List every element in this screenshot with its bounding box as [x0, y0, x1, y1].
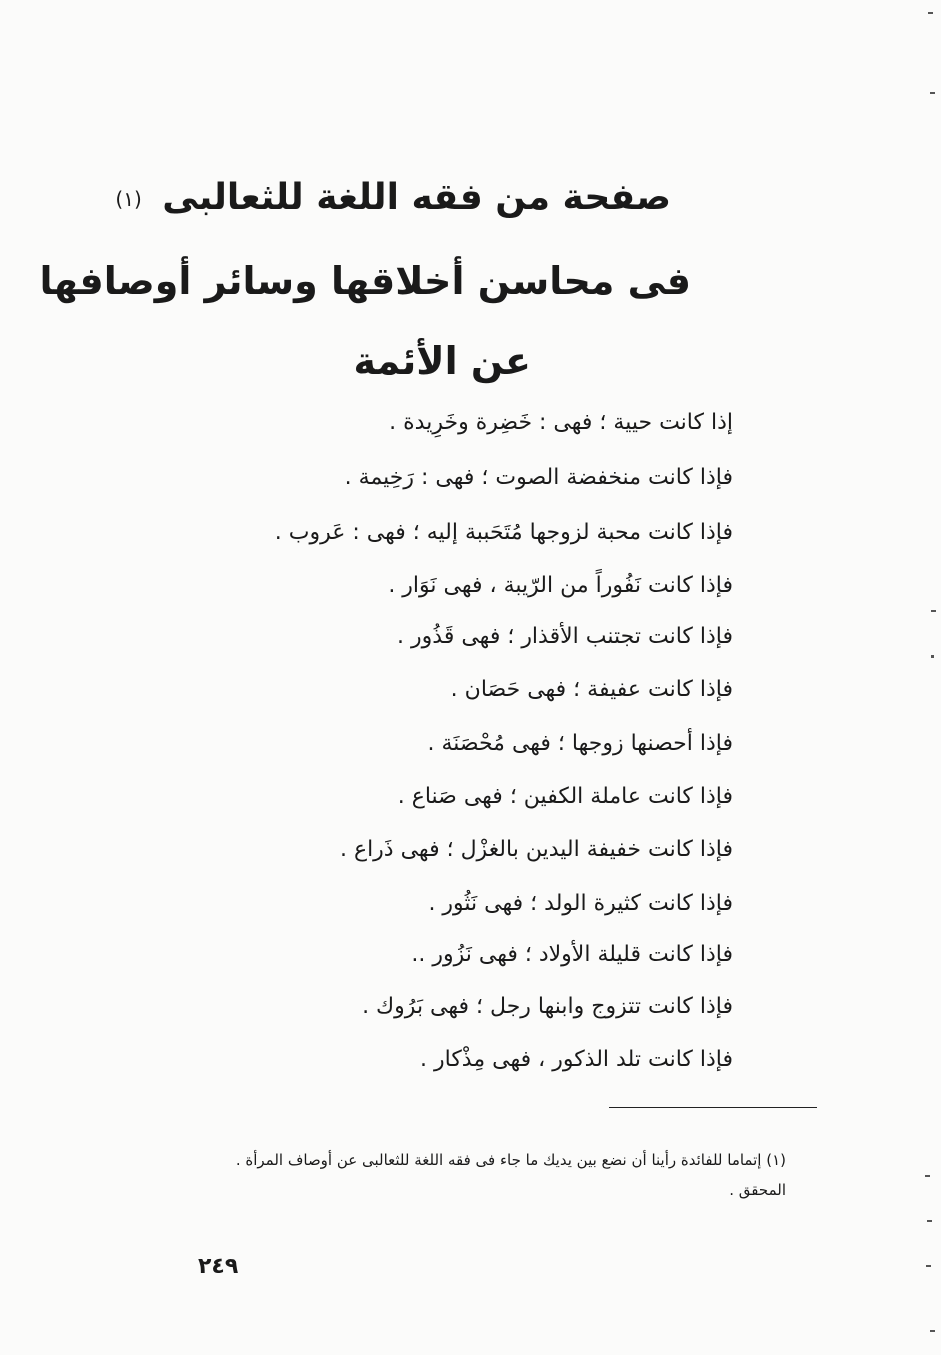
- scan-edge-mark: [925, 1175, 930, 1177]
- heading-line-1: [115, 177, 671, 218]
- body-line: فإذا أحصنها زوجها ؛ فهى مُحْصَنَة .: [427, 731, 733, 756]
- scan-edge-mark: [927, 1220, 932, 1222]
- scan-edge-mark: [930, 92, 935, 94]
- body-line: فإذا كانت تلد الذكور ، فهى مِذْكار .: [420, 1047, 733, 1072]
- heading-line-3: عن الأئمة: [353, 339, 531, 383]
- body-line: فإذا كانت محبة لزوجها مُتَحَببة إليه ؛ فهى : عَروب .: [274, 520, 733, 545]
- footnote-divider: [609, 1107, 817, 1108]
- body-line: فإذا كانت خفيفة اليدين بالغزْل ؛ فهى ذَراع .: [339, 837, 733, 862]
- body-line: فإذا كانت عاملة الكفين ؛ فهى صَناع .: [397, 784, 733, 809]
- scan-edge-mark: [931, 655, 934, 658]
- body-line: فإذا كانت كثيرة الولد ؛ فهى نَثُور .: [428, 891, 733, 916]
- body-line: فإذا كانت تتزوج وابنها رجل ؛ فهى بَرُوك .: [362, 994, 733, 1019]
- scan-edge-mark: [930, 1330, 935, 1332]
- body-line: فإذا كانت نَفُوراً من الرّيبة ، فهى نَوَار .: [388, 573, 733, 598]
- body-line: فإذا كانت عفيفة ؛ فهى حَصَان .: [450, 677, 733, 702]
- scan-edge-mark: [931, 610, 936, 612]
- heading-line-2: فى محاسن أخلاقها وسائر أوصافها: [39, 259, 691, 303]
- footnote-line-2: المحقق .: [729, 1181, 786, 1199]
- footnote-line-1: (١) إتماما للفائدة رأينا أن نضع بين يديك ما جاء فى فقه اللغة للثعالبى عن أوصاف المرأة .: [235, 1151, 786, 1169]
- body-line: إذا كانت حيية ؛ فهى : خَضِرة وخَرِيدة .: [389, 410, 733, 435]
- heading-line-1-text: صفحة من فقه اللغة للثعالبى: [162, 177, 671, 218]
- body-line: فإذا كانت منخفضة الصوت ؛ فهى : رَخِيمة .: [344, 465, 733, 490]
- body-line: فإذا كانت قليلة الأولاد ؛ فهى نَزُور ..: [411, 942, 733, 967]
- heading-footnote-ref: (١): [115, 187, 142, 211]
- scan-edge-mark: [928, 12, 933, 14]
- scan-edge-mark: [926, 1265, 931, 1267]
- page-number: ٢٤٩: [198, 1254, 239, 1279]
- body-line: فإذا كانت تجتنب الأقذار ؛ فهى قَذُور .: [397, 624, 733, 649]
